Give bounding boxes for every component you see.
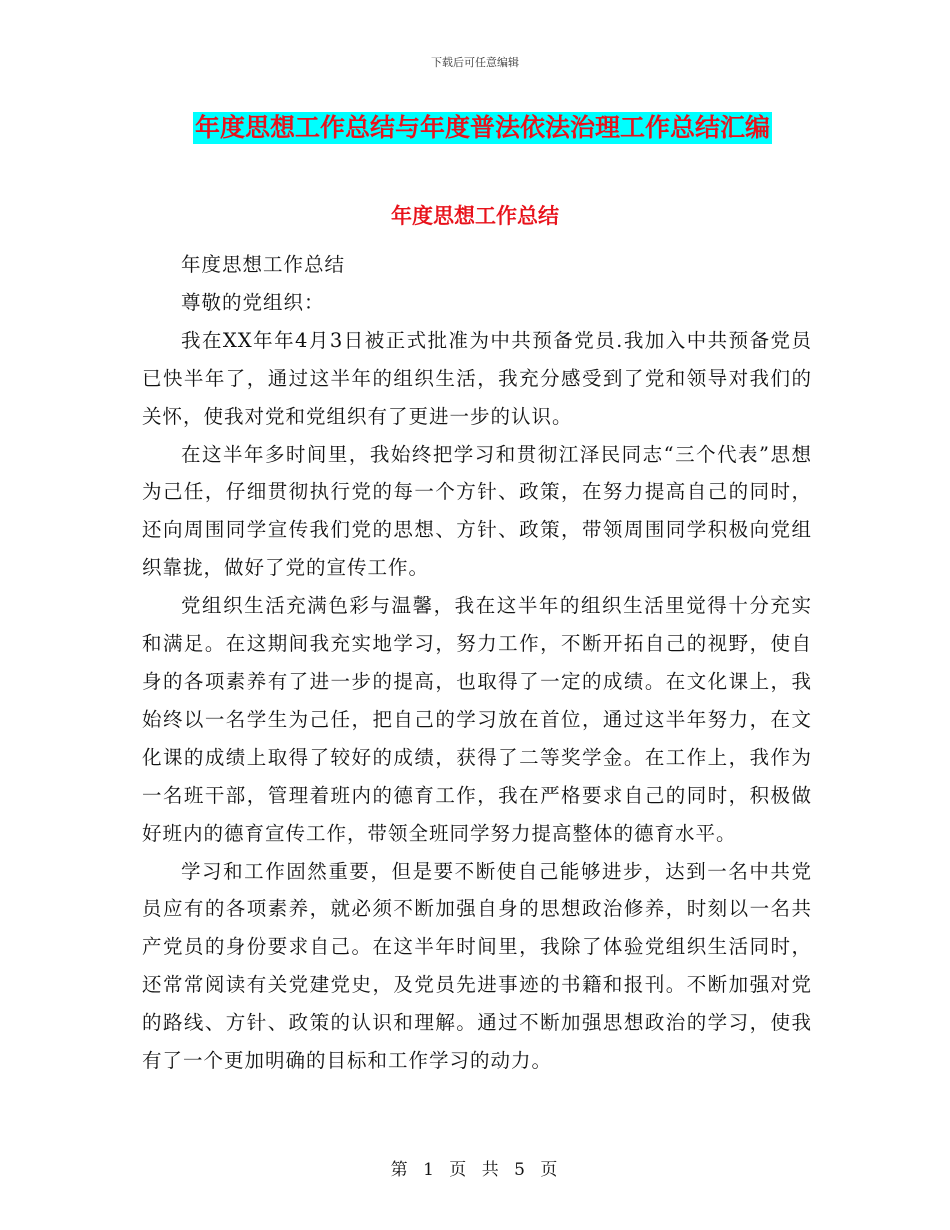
paragraph: 学习和工作固然重要，但是要不断使自己能够进步，达到一名中共党员应有的各项素养，就必须不断加强自身的思想政治修养，时刻以一名共产党员的身份要求自己。在这半年时间里，我除了体验党组织生活同时，还常常阅读有关党建党史，及党员先进事迹的书籍和报刊。不断加强对党的路线、方针、政策的认识和理解。通过不断加强思想政治的学习，使我有了一个更加明确的目标和工作学习的动力。: [142, 859, 812, 1073]
paragraph: 党组织生活充满色彩与温馨，我在这半年的组织生活里觉得十分充实和满足。在这期间我充实地学习，努力工作，不断开拓自己的视野，使自身的各项素养有了进一步的提高，也取得了一定的成绩。在文化课上，我始终以一名学生为己任，把自己的学习放在首位，通过这半年努力，在文化课的成绩上取得了较好的成绩，获得了二等奖学金。在工作上，我作为一名班干部，管理着班内的德育工作，我在严格要求自己的同时，积极做好班内的德育宣传工作，带领全班同学努力提高整体的德育水平。: [142, 594, 812, 845]
paragraph-salutation: 尊敬的党组织：: [181, 290, 325, 314]
document-main-title: 年度思想工作总结与年度普法依法治理工作总结汇编: [195, 113, 771, 142]
paragraph: 我在XX年年4月3日被正式批准为中共预备党员.我加入中共预备党员已快半年了，通过这半年的组织生活，我充分感受到了党和领导对我们的关怀，使我对党和党组织有了更进一步的认识。: [142, 328, 812, 428]
section-title: 年度思想工作总结: [391, 204, 559, 228]
document-body: [142, 246, 812, 1080]
header-note: 下载后可任意编辑: [431, 56, 519, 69]
page-number-footer: 第 1 页 共 5 页: [390, 1160, 560, 1180]
paragraph-heading: 年度思想工作总结: [181, 253, 346, 276]
paragraph: 在这半年多时间里，我始终把学习和贯彻江泽民同志“三个代表”思想为己任，仔细贯彻执行党的每一个方针、政策，在努力提高自己的同时，还向周围同学宣传我们党的思想、方针、政策，带领周围同学积极向党组织靠拢，做好了党的宣传工作。: [142, 442, 812, 580]
